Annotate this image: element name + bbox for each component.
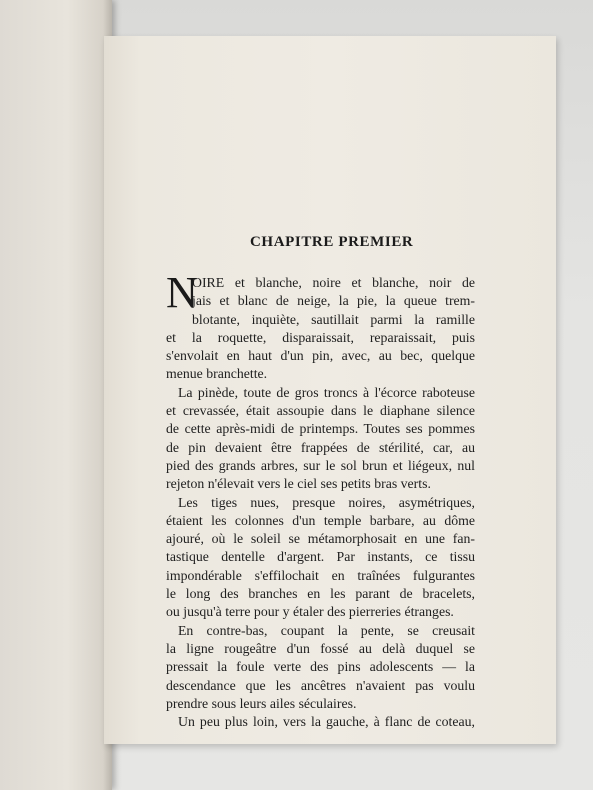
first-word-smallcaps: OIRE bbox=[192, 275, 225, 290]
text-line: le long des branches en les parant de bracelets, bbox=[166, 586, 475, 602]
text-line: blotante, inquiète, sautillait parmi la ramille bbox=[192, 311, 475, 327]
text-line: pied des grands arbres, sur le sol brun et liégeux, nul bbox=[166, 457, 475, 473]
text-line: descendance que les ancêtres n'avaient pas voulu bbox=[166, 677, 475, 693]
text-line: En contre-bas, coupant la pente, se creusait bbox=[178, 622, 475, 638]
text-line: tastique dentelle d'argent. Par instants, ce tissu bbox=[166, 549, 475, 565]
text-line: étaient les colonnes d'un temple barbare, au dôme bbox=[166, 512, 475, 528]
text-line: ou jusqu'à terre pour y étaler des pierreries étranges. bbox=[166, 604, 454, 620]
text-line: et la roquette, disparaissait, reparaissait, puis bbox=[166, 329, 475, 345]
text-line: rejeton n'élevait vers le ciel ses petits bras verts. bbox=[166, 476, 431, 492]
body-text bbox=[166, 268, 475, 731]
text-line: prendre sous leurs ailes séculaires. bbox=[166, 695, 357, 711]
left-page bbox=[0, 0, 112, 790]
text-line: Un peu plus loin, vers la gauche, à flanc de coteau, bbox=[178, 714, 475, 730]
text-line: menue branchette. bbox=[166, 366, 268, 382]
chapter-title: CHAPITRE PREMIER bbox=[250, 234, 414, 250]
text-line: Les tiges nues, presque noires, asymétriques, bbox=[178, 494, 475, 510]
text-line: s'envolait en haut d'un pin, avec, au bec, quelque bbox=[166, 348, 475, 364]
text-line: impondérable s'effilochait en traînées fulgurantes bbox=[166, 567, 475, 583]
text-line: et crevassée, était assoupie dans le diaphane silence bbox=[166, 403, 475, 419]
text-line: pressait la foule verte des pins adolescents — la bbox=[166, 659, 475, 675]
text-line: de cette après-midi de printemps. Toutes ses pommes bbox=[166, 421, 475, 437]
text-line: La pinède, toute de gros troncs à l'écorce raboteuse bbox=[178, 384, 475, 400]
drop-cap: N bbox=[166, 268, 198, 317]
text-line: OIRE et blanche, noire et blanche, noir de bbox=[192, 275, 475, 290]
text-line: de pin devaient être frappées de stérilité, car, au bbox=[166, 439, 475, 455]
text-line: jais et blanc de neige, la pie, la queue trem- bbox=[192, 293, 475, 309]
text-line: la ligne rougeâtre d'un fossé au delà duquel se bbox=[166, 640, 475, 656]
text-line: ajouré, où le soleil se métamorphosait en une fan- bbox=[166, 531, 475, 547]
